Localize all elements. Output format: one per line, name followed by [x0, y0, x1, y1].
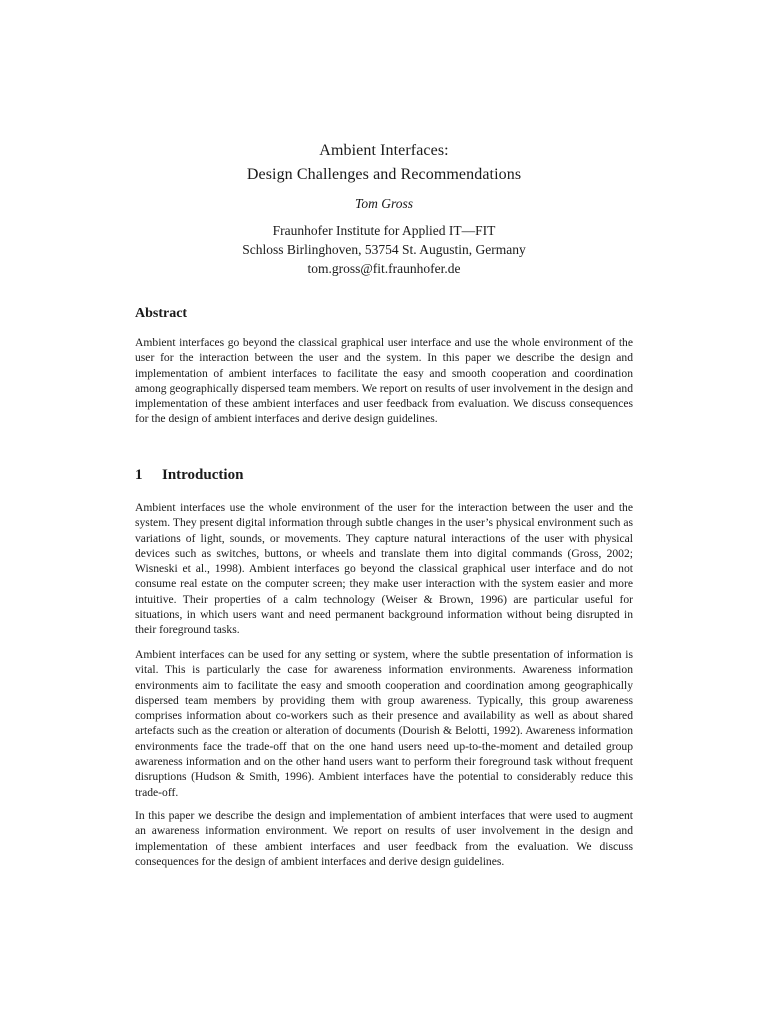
intro-paragraph-3: In this paper we describe the design and implementation of ambient interfaces that were used to augment an awareness information environment. We report on results of user involvement in the design and implementation of these ambient interfaces and user feedback from the evaluation. We discuss consequences for the design of ambient interfaces and derive design guidelines.	[135, 809, 633, 868]
intro-paragraph-1: Ambient interfaces use the whole environment of the user for the interaction between the user and the system. They present digital information through subtle changes in the user’s physical environment such as variations of light, sounds, or movements. They capture natural interactions of the user with physical devices such as switches, buttons, or wheels and translate them into digital commands (Gross, 2002; Wisneski et al., 1998). Ambient interfaces go beyond the classical graphical user interface and do not consume real estate on the computer screen; they make user interaction with the system easier and more intuitive. Their properties of a calm technology (Weiser & Brown, 1996) are particular useful for situations, in which users want and need permanent background information without being disrupted in their foreground tasks.	[135, 501, 633, 637]
author-name: Tom Gross	[355, 196, 413, 211]
paper-title-line1: Ambient Interfaces:	[319, 142, 449, 159]
section-number: 1	[135, 467, 143, 483]
affiliation-block	[0, 221, 768, 278]
introduction-heading	[135, 467, 243, 484]
affiliation-email: tom.gross@fit.fraunhofer.de	[307, 261, 461, 276]
abstract-heading: Abstract	[135, 306, 188, 321]
paper-title-line2: Design Challenges and Recommendations	[246, 166, 522, 183]
abstract-paragraph: Ambient interfaces go beyond the classical graphical user interface and use the whole environment of the user for the interaction between the user and the system. In this paper we describe the design and implementation of ambient interfaces to facilitate the easy and smooth cooperation and coordination among geographically dispersed team members. We report on results of user involvement in the design and implementation of these ambient interfaces and user feedback from evaluation. We discuss consequences for the design of ambient interfaces and derive design guidelines.	[135, 336, 633, 426]
intro-paragraph-2: Ambient interfaces can be used for any setting or system, where the subtle presentation of information is vital. This is particularly the case for awareness information environments. Awareness information environments aim to facilitate the easy and smooth cooperation and coordination among geographically dispersed team members by providing them with group awareness. Typically, this group awareness comprises information about co-workers such as their presence and availability as well as about shared artefacts such as the creation or alteration of documents (Dourish & Belotti, 1992). Awareness information environments face the trade-off that on the one hand users need up-to-the-moment and detailed group awareness information and on the other hand users want to perform their foreground task without frequent disruptions (Hudson & Smith, 1996). Ambient interfaces have the potential to considerably reduce this trade-off.	[135, 648, 633, 799]
affiliation-address: Schloss Birlinghoven, 53754 St. Augustin, Germany	[242, 242, 526, 257]
section-heading-text: Introduction	[162, 467, 244, 483]
title-block	[0, 139, 768, 278]
affiliation-institute: Fraunhofer Institute for Applied IT—FIT	[272, 223, 496, 238]
